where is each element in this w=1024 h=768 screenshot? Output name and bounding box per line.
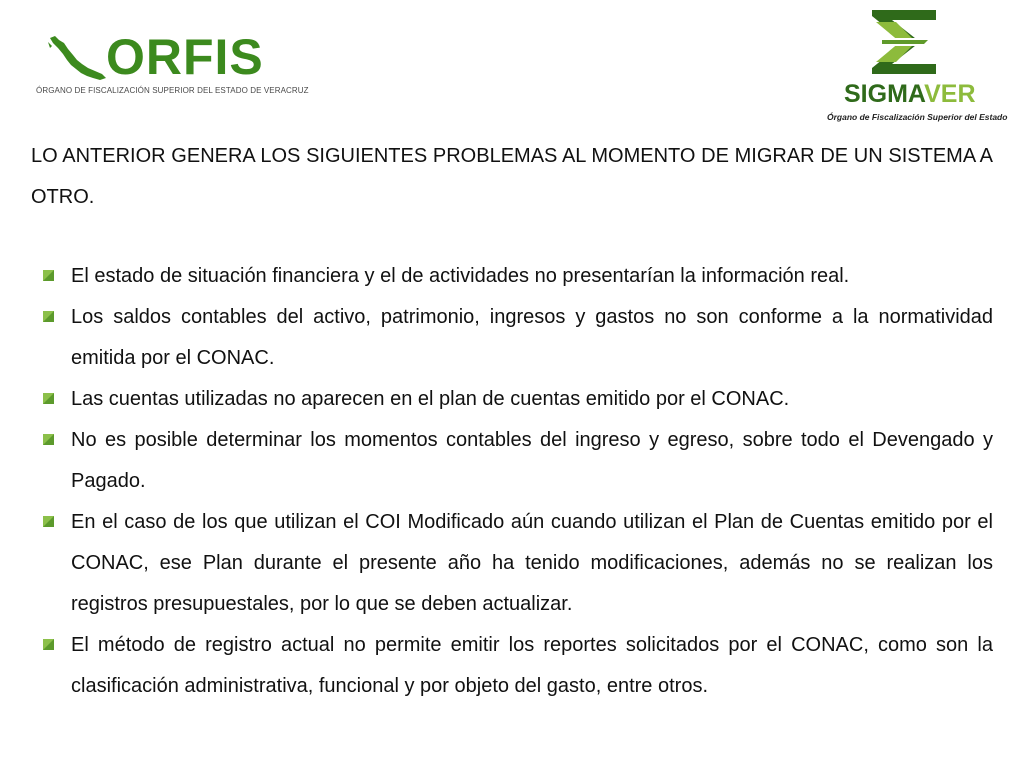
list-item (31, 625, 993, 707)
veracruz-map-icon (46, 34, 108, 82)
list-item (31, 297, 993, 379)
green-square-bullet-icon (43, 311, 54, 322)
green-square-bullet-icon (43, 434, 54, 445)
sigmaver-wordmark (844, 82, 976, 107)
sigmaver-subtitle: Órgano de Fiscalización Superior del Estado (827, 112, 1008, 122)
list-item-text: Las cuentas utilizadas no aparecen en el plan de cuentas emitido por el CONAC. (71, 388, 790, 410)
list-item (31, 379, 993, 420)
orfis-subtitle: ÓRGANO DE FISCALIZACIÓN SUPERIOR DEL ESTADO DE VERACRUZ (36, 86, 309, 95)
green-square-bullet-icon (43, 516, 54, 527)
green-square-bullet-icon (43, 639, 54, 650)
sigmaver-logo (820, 8, 1020, 128)
list-item (31, 502, 993, 625)
sigmaver-wordmark-part2: VER (924, 80, 976, 108)
list-item-text: El estado de situación financiera y el de actividades no presentarían la información real. (71, 265, 850, 287)
sigma-icon (870, 8, 940, 76)
problem-list (31, 256, 993, 707)
sigmaver-wordmark-part1: SIGMA (844, 80, 925, 108)
list-item-text: En el caso de los que utilizan el COI Modificado aún cuando utilizan el Plan de Cuentas emitido por el CONAC, ese Plan durante el presente año ha tenido modificaciones, además no se realizan los registros presupuestales, por lo que se deben actualizar. (71, 511, 993, 615)
list-item-text: No es posible determinar los momentos contables del ingreso y egreso, sobre todo el Devengado y Pagado. (71, 429, 993, 492)
orfis-wordmark: ORFIS (106, 29, 264, 85)
list-item (31, 256, 993, 297)
green-square-bullet-icon (43, 393, 54, 404)
orfis-logo (36, 29, 316, 102)
green-square-bullet-icon (43, 270, 54, 281)
list-item-text: El método de registro actual no permite emitir los reportes solicitados por el CONAC, como son la clasificación administrativa, funcional y por objeto del gasto, entre otros. (71, 634, 993, 697)
slide-heading: LO ANTERIOR GENERA LOS SIGUIENTES PROBLEMAS AL MOMENTO DE MIGRAR DE UN SISTEMA A OTRO. (31, 145, 993, 208)
list-item-text: Los saldos contables del activo, patrimonio, ingresos y gastos no son conforme a la normatividad emitida por el CONAC. (71, 306, 993, 369)
list-item (31, 420, 993, 502)
